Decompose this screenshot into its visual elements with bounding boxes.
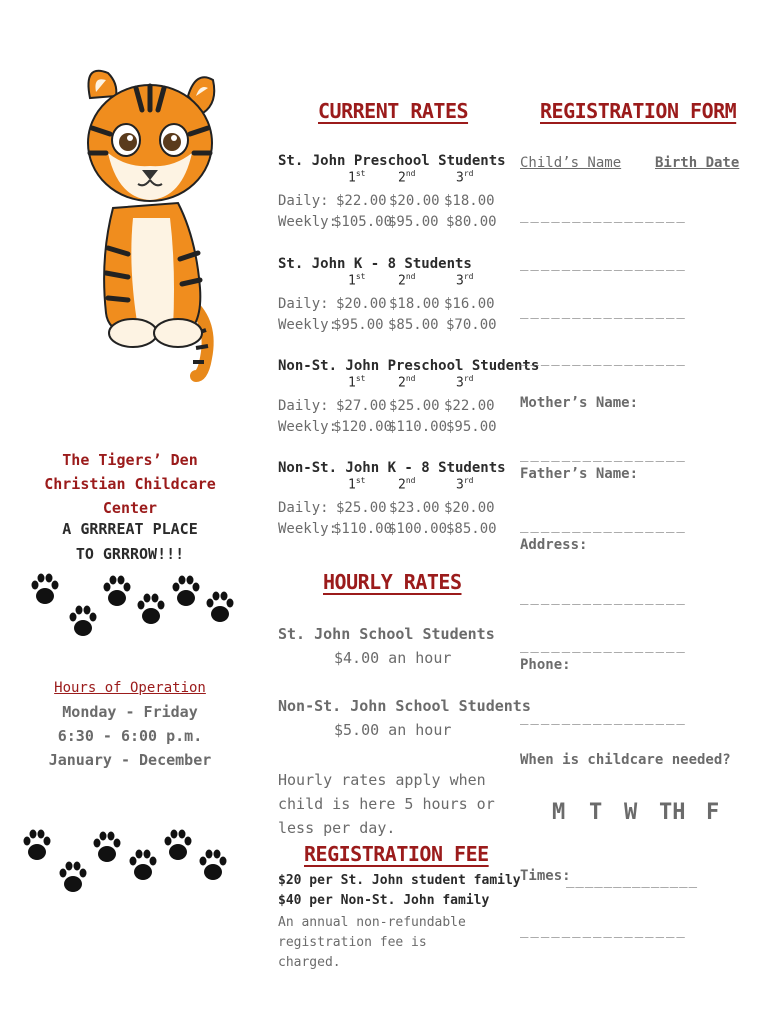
rate-group-title: St. John Preschool Students [278, 153, 506, 169]
day-wednesday[interactable]: W [624, 800, 638, 825]
address-line-1[interactable]: ________________ [520, 589, 687, 605]
weekly-rate: $120.00 [333, 419, 393, 435]
day-tuesday[interactable]: T [589, 800, 603, 825]
weekly-label: Weekly: [278, 419, 338, 435]
ordinal-suffix: nd [405, 272, 416, 281]
ordinal-suffix: st [355, 169, 366, 178]
ordinal-number: 2 [398, 375, 406, 391]
ordinal-number: 1 [348, 375, 356, 391]
day-friday[interactable]: F [706, 800, 720, 825]
current-rates-heading: CURRENT RATES [318, 99, 469, 123]
child-entry-line-1[interactable]: ________________ [520, 207, 687, 223]
paw-print-icon [128, 848, 158, 882]
ordinal-number: 3 [456, 477, 464, 493]
paw-print-icon [58, 860, 88, 894]
phone-line[interactable]: ________________ [520, 709, 687, 725]
rate-group-title: Non-St. John K - 8 Students [278, 460, 506, 476]
weekly-label: Weekly: [278, 214, 338, 230]
paw-print-icon [30, 572, 60, 606]
daily-label: Daily: [278, 296, 329, 312]
address-line-2[interactable]: ________________ [520, 637, 687, 653]
rate-group-title: Non-St. John Preschool Students [278, 358, 540, 374]
ordinal-number: 3 [456, 273, 464, 289]
daily-rate: $22.00 [444, 398, 495, 414]
weekly-rate: $85.00 [388, 317, 439, 333]
ordinal-suffix: rd [463, 374, 474, 383]
ordinal-header [456, 374, 473, 390]
paw-print-icon [102, 574, 132, 608]
ordinal-number: 1 [348, 273, 356, 289]
daily-label: Daily: [278, 398, 329, 414]
weekly-rate: $110.00 [333, 521, 393, 537]
child-entry-line-3[interactable]: ________________ [520, 303, 687, 319]
weekly-rate: $80.00 [446, 214, 497, 230]
child-entry-line-2[interactable]: ________________ [520, 255, 687, 271]
fee-note: An annual non-refundable registration fee is charged. [278, 915, 466, 970]
weekly-rate: $110.00 [388, 419, 448, 435]
child-entry-line-4[interactable]: ________________ [520, 350, 687, 366]
daily-rate: $27.00 [336, 398, 387, 414]
registration-form-heading: REGISTRATION FORM [540, 99, 737, 123]
daily-rate: $16.00 [444, 296, 495, 312]
weekly-label: Weekly: [278, 317, 338, 333]
ordinal-suffix: st [355, 374, 366, 383]
times-label: Times: [520, 868, 571, 884]
weekly-rate: $70.00 [446, 317, 497, 333]
ordinal-header [398, 374, 415, 390]
hourly-rates-heading: HOURLY RATES [323, 570, 462, 594]
daily-rate: $23.00 [389, 500, 440, 516]
weekly-rate: $95.00 [446, 419, 497, 435]
ordinal-suffix: rd [463, 272, 474, 281]
day-monday[interactable]: M [552, 800, 566, 825]
tiger-cub-illustration [78, 58, 228, 383]
paw-print-icon [198, 848, 228, 882]
mother-name-line[interactable]: ________________ [520, 446, 687, 462]
birth-date-label: Birth Date [655, 155, 740, 171]
hours-time: 6:30 - 6:00 p.m. [57, 727, 203, 745]
paw-print-icon [163, 828, 193, 862]
ordinal-number: 2 [398, 170, 406, 186]
daily-rate: $18.00 [389, 296, 440, 312]
hourly-stjohn-title: St. John School Students [278, 625, 495, 643]
daily-rate: $25.00 [389, 398, 440, 414]
ordinal-number: 3 [456, 375, 464, 391]
paw-print-icon [22, 828, 52, 862]
paw-print-icon [136, 592, 166, 626]
weekly-rate: $95.00 [388, 214, 439, 230]
ordinal-number: 2 [398, 273, 406, 289]
weekly-rate: $105.00 [333, 214, 393, 230]
paw-print-icon [205, 590, 235, 624]
ordinal-number: 1 [348, 477, 356, 493]
hours-months: January - December [48, 751, 212, 769]
ordinal-header [456, 169, 473, 185]
times-line-2[interactable]: ________________ [520, 922, 687, 938]
ordinal-suffix: rd [463, 169, 474, 178]
ordinal-header [348, 374, 365, 390]
daily-rate: $22.00 [336, 193, 387, 209]
daily-label: Daily: [278, 500, 329, 516]
ordinal-header [456, 476, 473, 492]
rate-group-title: St. John K - 8 Students [278, 256, 472, 272]
center-name: The Tigers’ Den Christian Childcare Center [44, 451, 216, 517]
ordinal-suffix: nd [405, 169, 416, 178]
registration-fee-heading: REGISTRATION FEE [304, 842, 489, 866]
hourly-non-rate: $5.00 an hour [334, 721, 452, 739]
father-name-label: Father’s Name: [520, 466, 639, 482]
ordinal-header [398, 476, 415, 492]
daily-rate: $20.00 [389, 193, 440, 209]
ordinal-header [348, 476, 365, 492]
fee-line-2: $40 per Non-St. John family [278, 893, 490, 908]
ordinal-header [398, 169, 415, 185]
ordinal-header [348, 272, 365, 288]
mother-name-label: Mother’s Name: [520, 395, 639, 411]
address-label: Address: [520, 537, 588, 553]
paw-print-icon [171, 574, 201, 608]
father-name-line[interactable]: ________________ [520, 517, 687, 533]
weekly-label: Weekly: [278, 521, 338, 537]
ordinal-header [398, 272, 415, 288]
ordinal-number: 2 [398, 477, 406, 493]
slogan: A GRRREAT PLACE TO GRRROW!!! [62, 520, 198, 563]
ordinal-suffix: nd [405, 374, 416, 383]
ordinal-number: 1 [348, 170, 356, 186]
ordinal-suffix: nd [405, 476, 416, 485]
when-needed-label: When is childcare needed? [520, 752, 731, 768]
ordinal-header [456, 272, 473, 288]
fee-line-1: $20 per St. John student family [278, 873, 521, 888]
child-name-label: Child’s Name [520, 155, 622, 171]
ordinal-suffix: rd [463, 476, 474, 485]
daily-rate: $18.00 [444, 193, 495, 209]
paw-print-icon [92, 830, 122, 864]
ordinal-header [348, 169, 365, 185]
hourly-stjohn-rate: $4.00 an hour [334, 649, 452, 667]
weekly-rate: $85.00 [446, 521, 497, 537]
daily-rate: $25.00 [336, 500, 387, 516]
weekly-rate: $100.00 [388, 521, 448, 537]
day-thursday[interactable]: TH [659, 800, 686, 825]
daily-label: Daily: [278, 193, 329, 209]
weekly-rate: $95.00 [333, 317, 384, 333]
ordinal-number: 3 [456, 170, 464, 186]
ordinal-suffix: st [355, 272, 366, 281]
phone-label: Phone: [520, 657, 571, 673]
paw-print-icon [68, 604, 98, 638]
daily-rate: $20.00 [444, 500, 495, 516]
ordinal-suffix: st [355, 476, 366, 485]
hours-days: Monday - Friday [62, 703, 198, 721]
hourly-non-title: Non-St. John School Students [278, 697, 531, 715]
daily-rate: $20.00 [336, 296, 387, 312]
hourly-note: Hourly rates apply when child is here 5 hours or less per day. [278, 771, 495, 837]
times-line[interactable]: ______________ [566, 872, 699, 888]
hours-heading: Hours of Operation [54, 680, 206, 696]
